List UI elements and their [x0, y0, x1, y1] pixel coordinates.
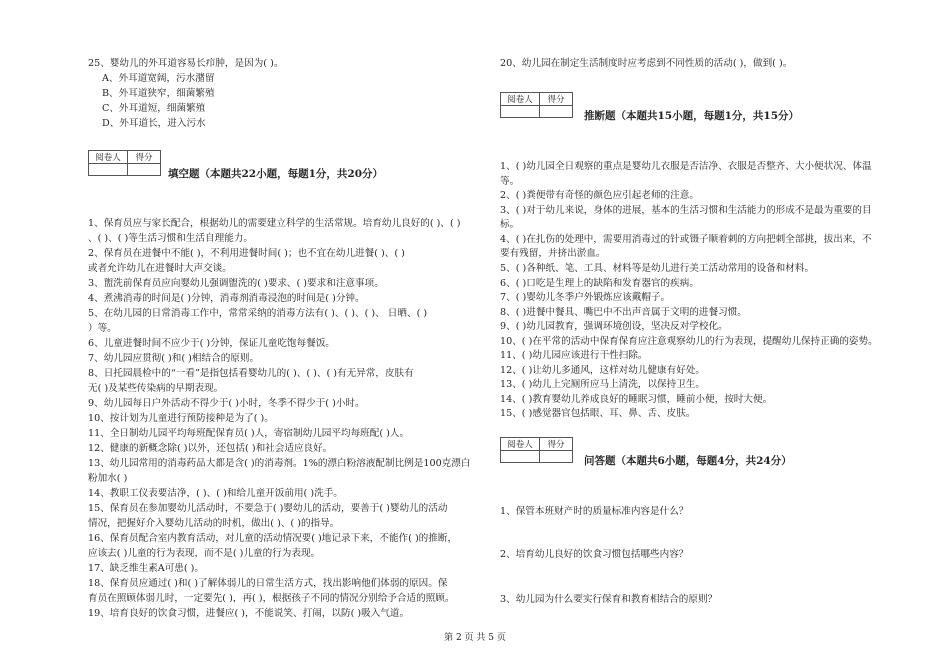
question-line: 或者允许幼儿在进餐时大声交谈。 [88, 263, 232, 274]
question-25-option-c: C、外耳道短，细菌繁殖 [102, 103, 206, 114]
question-line: 16、保育员配合室内教育活动，对儿童的活动情况要( )地记录下来，不能作( )的推断， [88, 533, 458, 544]
question-line: 4、煮沸消毒的时间是( )分钟，消毒剂消毒浸泡的时间是( )分钟。 [88, 293, 365, 304]
question-line: 15、( )感觉器官包括眼、耳、鼻、舌、皮肤。 [500, 408, 696, 419]
question-line: 8、日托园晨检中的“一看”是指包括看婴幼儿的( )、( )、( )有无异常，皮肤有 [88, 368, 414, 379]
question-line: 情况，把握好介入婴幼儿活动的时机，做出( )、( )的指导。 [88, 518, 340, 529]
question-line: 8、( )进餐中餐具、嘴巴中不出声音属于文明的进餐习惯。 [500, 307, 747, 318]
score-box-grader-label: 阅卷人 [89, 151, 128, 164]
question-line: 6、( )口吃是生理上的缺陷和发育器官的疾病。 [500, 278, 699, 289]
section-title-qa: 问答题（本题共6小题，每题4分，共24分） [584, 455, 792, 467]
question-25-option-a: A、外耳道宽阔，污水潴留 [102, 73, 215, 84]
question-line: 6、儿童进餐时间不应少于( )分钟，保证儿童吃饱每餐饭。 [88, 338, 335, 349]
score-box-score-label: 得分 [540, 438, 573, 451]
question-line: 12、健康的新概念除( )以外，还包括( )和社会适应良好。 [88, 443, 333, 454]
qa-question-2: 2、培育幼儿良好的饮食习惯包括哪些内容？ [500, 549, 689, 560]
score-box-grader-cell [89, 164, 128, 176]
score-box [500, 437, 573, 463]
question-line: 9、( )幼儿园教育，强调环境创设，坚决反对学校化。 [500, 321, 728, 332]
score-box-grader-cell [501, 451, 540, 463]
question-line: 2、( )粪便带有奇怪的颜色应引起老师的注意。 [500, 190, 699, 201]
question-line: 标。 [500, 219, 520, 230]
qa-question-1: 1、保管本班财产时的质量标准内容是什么？ [500, 506, 689, 517]
question-20: 20、幼儿园在制定生活制度时应考虑到不同性质的活动( )，做到( )。 [500, 58, 793, 69]
question-line: 5、( )各种纸、笔、工具、材料等是幼儿进行美工活动常用的设备和材料。 [500, 263, 815, 274]
question-line: ）等。 [88, 323, 117, 334]
question-25-stem: 25、婴幼儿的外耳道容易长疖肿，是因为( )。 [88, 58, 284, 69]
score-box [88, 150, 161, 176]
score-box-grader-label: 阅卷人 [501, 93, 540, 106]
page-number-footer: 第 2 页 共 5 页 [444, 633, 506, 643]
question-line: 、( )、( )等生活习惯和生活自理能力。 [88, 233, 253, 244]
question-line: 无( )及某些传染病的早期表现。 [88, 383, 224, 394]
question-25-option-b: B、外耳道狭窄，细菌繁殖 [102, 88, 215, 99]
question-line: 17、缺乏维生素A可患( )。 [88, 563, 205, 574]
question-line: 10、( )在平常的活动中保育保育应注意观察幼儿的行为表现，提醒幼儿保持正确的姿势。 [500, 336, 878, 347]
question-line: 7、( )婴幼儿冬季户外锻炼应该戴帽子。 [500, 292, 671, 303]
question-line: 18、保育员应通过( )和( )了解体弱儿的日常生活方式，找出影响他们体弱的原因。保 [88, 578, 448, 589]
score-box-grader-cell [501, 106, 540, 118]
question-line: 13、( )幼儿上完厕所应马上清洗，以保持卫生。 [500, 379, 706, 390]
score-box-score-cell [540, 106, 573, 118]
question-line: 14、( )教育婴幼儿养成良好的睡眠习惯，睡前小便，按时大便。 [500, 394, 773, 405]
question-line: 2、保育员在进餐中不能( )，不利用进餐时间( )；也不宜在幼儿进餐( )、( ) [88, 248, 405, 259]
question-line: 1、保育员应与家长配合，根据幼儿的需要建立科学的生活常规。培育幼儿良好的( )、( ) [88, 218, 461, 229]
question-line: 粉加水( ) [88, 473, 128, 484]
question-line: 11、全日制幼儿园平均每班配保育员( )人，寄宿制幼儿园平均每班配( )人。 [88, 428, 410, 439]
question-line: 等。 [500, 176, 520, 187]
score-box-score-label: 得分 [128, 151, 161, 164]
question-line: 要有残留，并挤出淤血。 [500, 248, 606, 259]
question-line: 10、按计划为儿童进行预防接种是为了( )。 [88, 413, 274, 424]
question-line: 14、教职工仪表要洁净，( )、( )和给儿童开饭前用( )洗手。 [88, 488, 343, 499]
question-line: 12、( )让幼儿多通风，这样对幼儿健康有好处。 [500, 365, 706, 376]
question-line: 3、盥洗前保育员应向婴幼儿强调盥洗的( )要求、( )要求和注意事项。 [88, 278, 384, 289]
question-line: 5、在幼儿园的日常消毒工作中，常常采纳的消毒方法有( )、( )、( )、 日晒、( ) [88, 308, 428, 319]
question-line: 19、培育良好的饮食习惯，进餐应( )，不能说笑、打闹，以防( )吸入气道。 [88, 608, 410, 619]
question-line: 3、( )对于幼儿来说，身体的进展，基本的生活习惯和生活能力的形成不是最为重要的目 [500, 205, 872, 216]
question-line: 应该去( )儿童的行为表现，而不是( )儿童的行为表现。 [88, 548, 321, 559]
question-line: 7、幼儿园应贯彻( )和( )相结合的原则。 [88, 353, 260, 364]
question-25-option-d: D、外耳道长，进入污水 [102, 118, 206, 129]
score-box-score-cell [540, 451, 573, 463]
question-line: 育员在照顾体弱儿时，一定要先( )，再( )，根据孩子不同的情况分别给予合适的照顾。 [88, 593, 455, 604]
score-box-score-cell [128, 164, 161, 176]
question-line: 9、幼儿园每日户外活动不得少于( )小时，冬季不得少于( )小时。 [88, 398, 365, 409]
section-title-judgement: 推断题（本题共15小题，每题1分，共15分） [584, 110, 800, 122]
score-box-grader-label: 阅卷人 [501, 438, 540, 451]
question-line: 15、保育员在参加婴幼儿活动时，不要急于( )婴幼儿的活动，要善于( )婴幼儿的活动 [88, 503, 448, 514]
qa-question-3: 3、幼儿园为什么要实行保育和教育相结合的原则？ [500, 594, 718, 605]
question-line: 4、( )在扎伤的处理中，需要用消毒过的针或镊子顺着刺的方向把刺全部挑，拔出来，不 [500, 234, 872, 245]
score-box-score-label: 得分 [540, 93, 573, 106]
section-title-fill-blank: 填空题（本题共22小题，每题1分，共20分） [168, 168, 384, 180]
question-line: 1、( )幼儿园全日观察的重点是婴幼儿衣服是否洁净、衣服是否整齐、大小便状况、体温 [500, 161, 872, 172]
question-line: 13、幼儿园常用的消毒药品大都是含( )的消毒剂。1%的漂白粉溶液配制比例是100克漂白 [88, 458, 471, 469]
question-line: 11、( )幼儿园应该进行干性扫除。 [500, 350, 648, 361]
score-box [500, 92, 573, 118]
